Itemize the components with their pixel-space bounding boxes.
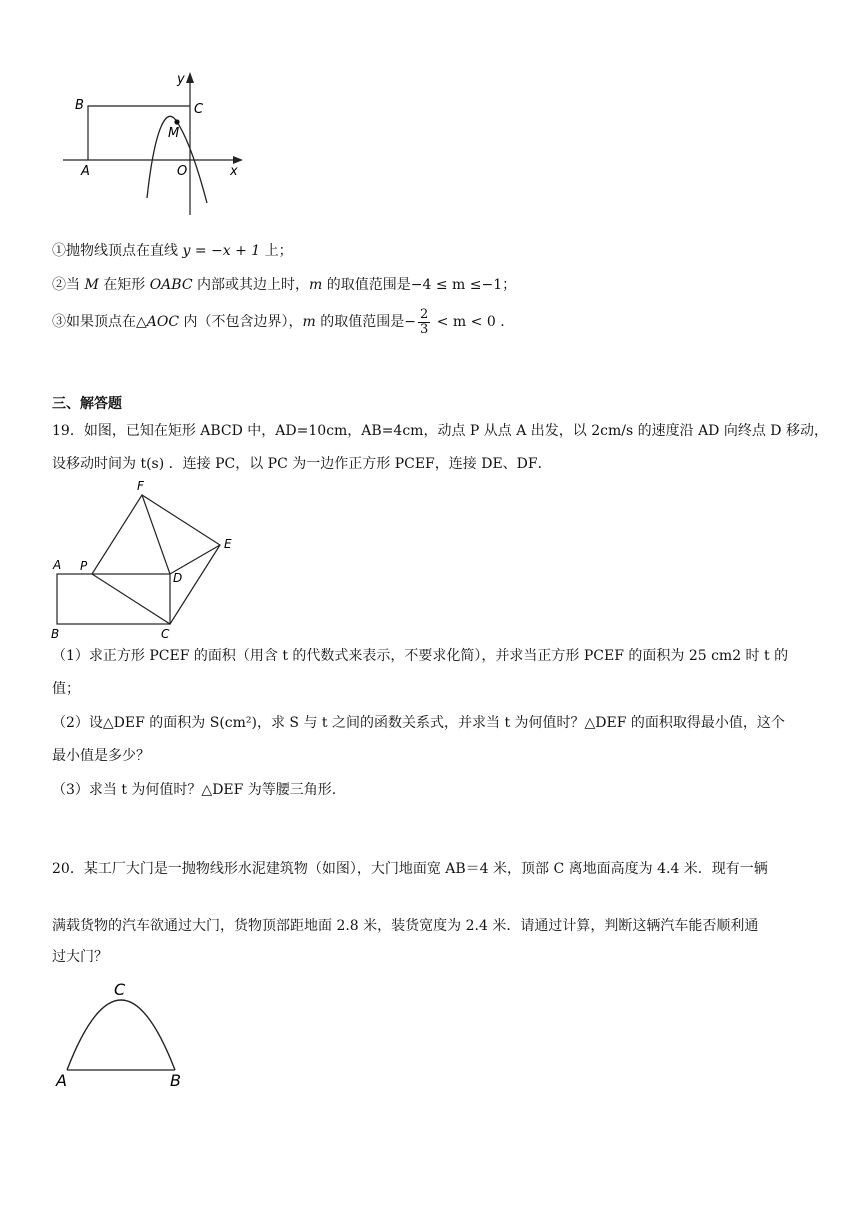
label-c: C xyxy=(161,627,170,641)
section-heading: 三、解答题 xyxy=(52,396,122,412)
q19-part-2-line-2: 最小值是多少？ xyxy=(52,748,150,764)
label-a: A xyxy=(81,164,90,179)
segment-df xyxy=(142,495,170,574)
q19-part-2-line-1: （2）设△DEF 的面积为 S(cm²)，求 S 与 t 之间的函数关系式，并求当 t 为何值时？△DEF 的面积取得最小值，这个 xyxy=(52,715,785,731)
q19-figure xyxy=(45,475,255,645)
q18-statement-1: ①抛物线顶点在直线 y = −x + 1 上； xyxy=(52,243,293,259)
label-d: D xyxy=(173,571,183,585)
label-c: C xyxy=(114,980,126,999)
q20-text-line-1: 20．某工厂大门是一抛物线形水泥建筑物（如图），大门地面宽 AB＝4 米，顶部 C 离地面高度为 4.4 米．现有一辆 xyxy=(52,861,768,877)
fraction-two-thirds: $\frac{2}{3}$ xyxy=(420,306,429,337)
label-b: B xyxy=(75,98,84,113)
q18-figure xyxy=(55,65,255,225)
q18-statement-3: ③如果顶点在△AOC 内（不包含边界），m 的取值范围是− $\frac{2}{3}$ < m < 0 . xyxy=(52,306,505,337)
label-m: M xyxy=(168,126,180,141)
label-o: O xyxy=(177,164,188,179)
label-p: P xyxy=(80,559,88,573)
label-e: E xyxy=(224,537,232,551)
q20-text-line-2: 满载货物的汽车欲通过大门，货物顶部距地面 2.8 米，装货宽度为 2.4 米．请通过计算，判断这辆汽车能否顺利通 xyxy=(52,918,759,934)
label-c: C xyxy=(194,102,204,117)
q19-part-1-line-2: 值； xyxy=(52,681,80,697)
q19-part-1-line-1: （1）求正方形 PCEF 的面积（用含 t 的代数式来表示，不要求化简），并求当正方形 PCEF 的面积为 25 cm2 时 t 的 xyxy=(52,648,789,664)
x-axis-arrow xyxy=(233,156,243,164)
label-f: F xyxy=(137,479,144,493)
q19-text-line-1: 19．如图，已知在矩形 ABCD 中，AD=10cm，AB=4cm，动点 P 从点 A 出发，以 2cm/s 的速度沿 AD 向终点 D 移动， xyxy=(52,423,828,439)
label-b: B xyxy=(170,1071,181,1090)
gate-parabola xyxy=(67,1000,175,1070)
label-x: x xyxy=(230,164,238,179)
label-a: A xyxy=(56,1071,67,1090)
q19-text-line-2: 设移动时间为 t(s) ．连接 PC，以 PC 为一边作正方形 PCEF，连接 DE、DF． xyxy=(52,456,552,472)
label-b: B xyxy=(51,627,60,641)
q20-text-line-3: 过大门？ xyxy=(52,949,108,965)
y-axis-arrow xyxy=(186,72,194,83)
q20-figure xyxy=(50,975,200,1095)
label-y: y xyxy=(177,72,185,87)
segment-de xyxy=(170,545,220,574)
square-pcef xyxy=(92,495,220,624)
label-a: A xyxy=(53,558,62,572)
q19-part-3: （3）求当 t 为何值时？△DEF 为等腰三角形. xyxy=(52,782,337,798)
rectangle-abcd xyxy=(57,574,170,624)
q18-statement-2: ②当 M 在矩形 OABC 内部或其边上时，m 的取值范围是−4 ≤ m ≤−1； xyxy=(52,277,517,293)
point-m xyxy=(174,119,179,124)
